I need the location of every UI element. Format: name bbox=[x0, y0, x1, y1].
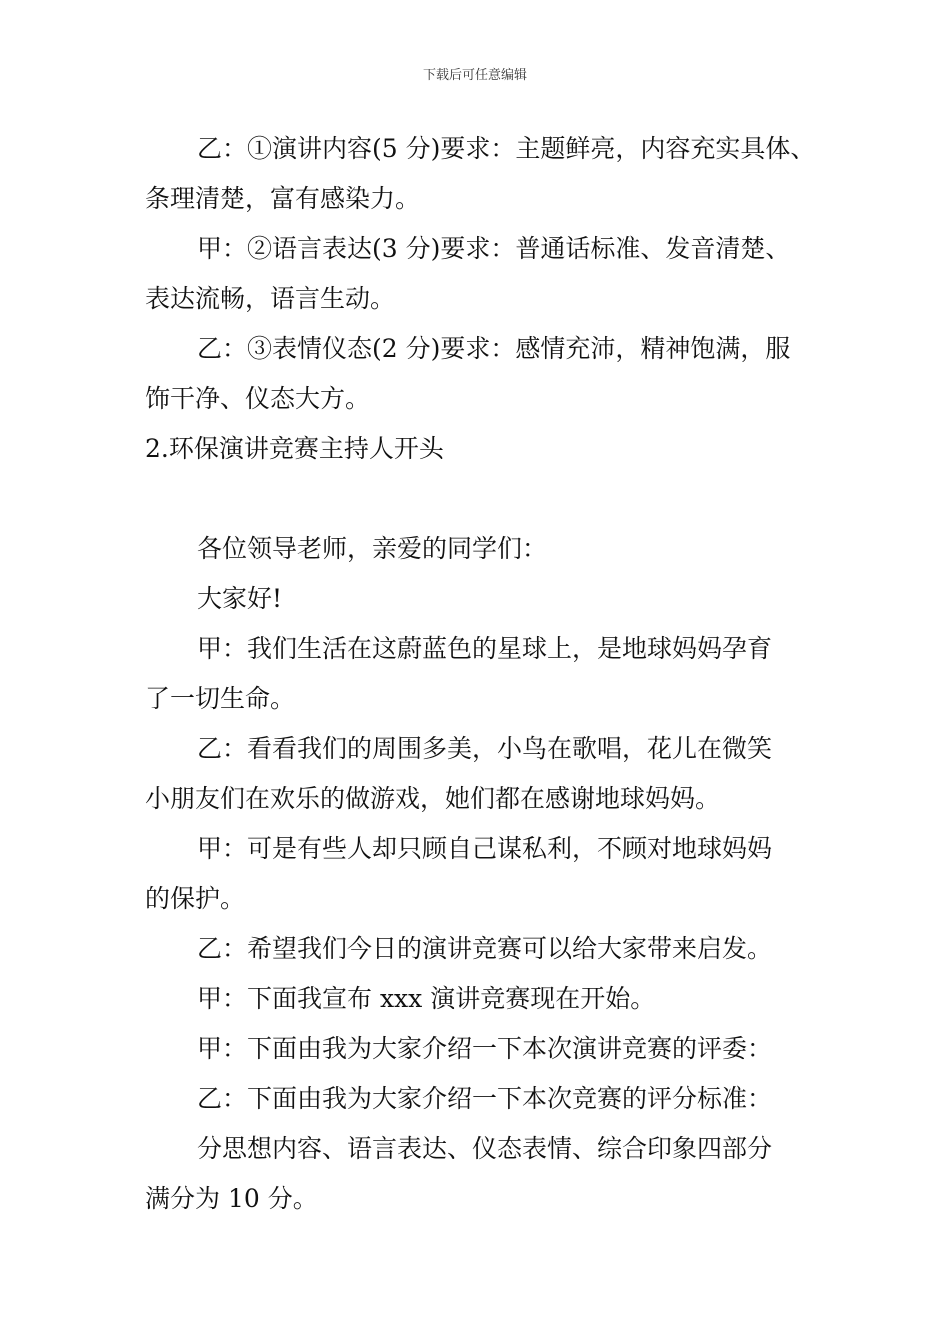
paragraph-line: 乙：③表情仪态(2 分)要求：感情充沛，精神饱满，服 bbox=[197, 334, 791, 363]
paragraph-line: 了一切生命。 bbox=[145, 684, 296, 713]
paragraph-line: 乙：看看我们的周围多美，小鸟在歌唱，花儿在微笑 bbox=[197, 734, 773, 763]
paragraph-line: 分思想内容、语言表达、仪态表情、综合印象四部分 bbox=[197, 1134, 773, 1163]
paragraph-line: 小朋友们在欢乐的做游戏，她们都在感谢地球妈妈。 bbox=[145, 784, 721, 813]
paragraph-line: 乙：①演讲内容(5 分)要求：主题鲜亮，内容充实具体、 bbox=[197, 134, 816, 163]
paragraph-line: 乙：希望我们今日的演讲竞赛可以给大家带来启发。 bbox=[197, 934, 773, 963]
page-header: 下载后可任意编辑 bbox=[422, 68, 527, 83]
section-heading: 2.环保演讲竞赛主持人开头 bbox=[145, 434, 444, 463]
blank-line bbox=[145, 474, 835, 524]
paragraph-line: 饰干净、仪态大方。 bbox=[145, 384, 371, 413]
paragraph-line: 甲：②语言表达(3 分)要求：普通话标准、发音清楚、 bbox=[197, 234, 791, 263]
paragraph-line: 甲：可是有些人却只顾自己谋私利，不顾对地球妈妈 bbox=[197, 834, 773, 863]
paragraph-line: 条理清楚，富有感染力。 bbox=[145, 184, 421, 213]
paragraph-line: 甲：我们生活在这蔚蓝色的星球上，是地球妈妈孕育 bbox=[197, 634, 773, 663]
paragraph-line: 甲：下面由我为大家介绍一下本次演讲竞赛的评委： bbox=[197, 1034, 773, 1063]
paragraph-line: 的保护。 bbox=[145, 884, 246, 913]
document-body bbox=[145, 124, 835, 1224]
paragraph-line: 乙：下面由我为大家介绍一下本次竞赛的评分标准： bbox=[197, 1084, 773, 1113]
paragraph-line: 甲：下面我宣布 xxx 演讲竞赛现在开始。 bbox=[197, 984, 656, 1013]
paragraph-line: 满分为 10 分。 bbox=[145, 1184, 318, 1213]
paragraph-line: 大家好! bbox=[197, 584, 283, 613]
paragraph-line: 各位领导老师，亲爱的同学们： bbox=[197, 534, 548, 563]
paragraph-line: 表达流畅，语言生动。 bbox=[145, 284, 396, 313]
